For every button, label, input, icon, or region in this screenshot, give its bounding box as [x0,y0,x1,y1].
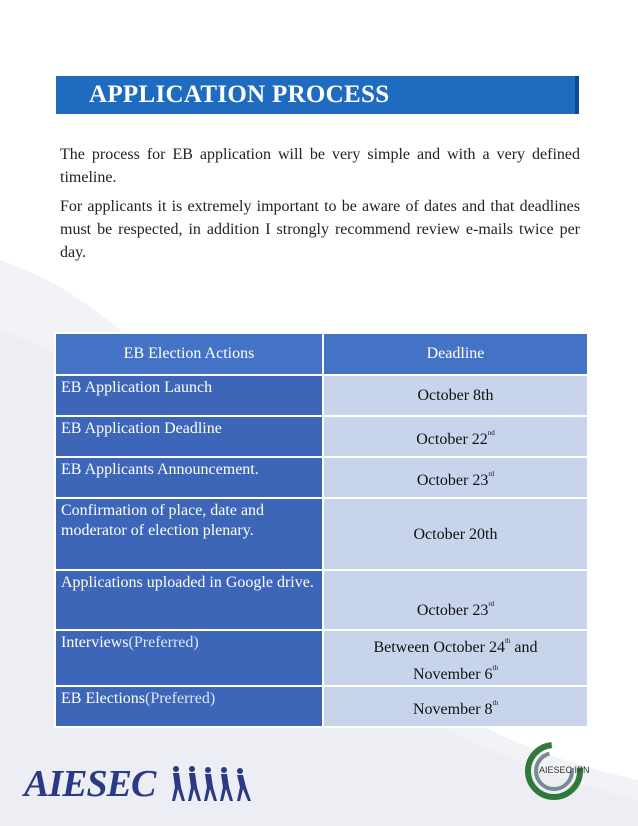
action-text: Applications uploaded in Google drive. [61,574,314,591]
deadline-cell [323,457,588,498]
deadline-cell [323,686,588,727]
ordinal-suffix: th [492,664,498,672]
action-note: (Preferred) [144,690,216,707]
action-text: Confirmation of place, date and moderator of election plenary. [61,502,265,539]
deadline-text: October 20th [413,525,498,543]
deadline-cell [323,570,588,630]
ordinal-suffix: th [492,699,498,707]
table-header-row [55,333,588,375]
action-text: EB Elections [61,690,145,707]
table-row [55,416,588,457]
table-row [55,457,588,498]
table-row [55,498,588,570]
deadline-cell [323,498,588,570]
page-title: APPLICATION PROCESS [89,81,390,108]
action-cell [55,416,323,457]
table-row [55,570,588,630]
intro-paragraph-1: The process for EB application will be very simple and with a very defined timeline. [60,146,580,186]
walking-people-icon [170,764,256,804]
header-actions: EB Election Actions [55,333,323,375]
deadline-text: November 6 [413,666,493,683]
logo-wordmark: AIESEC [24,763,156,805]
action-cell [55,686,323,727]
aiesec-ipn-badge [523,740,597,802]
action-text: EB Application Deadline [61,420,222,437]
action-cell [55,570,323,630]
action-cell [55,498,323,570]
table-row [55,375,588,416]
action-text: EB Applicants Announcement. [61,461,259,478]
deadline-cell [323,375,588,416]
action-cell [55,630,323,686]
title-bar [56,76,579,114]
deadline-text: October 22 [416,431,488,448]
deadline-text: October 8th [417,387,494,404]
action-text: EB Application Launch [61,379,213,396]
action-cell [55,375,323,416]
deadline-text: October 23 [416,472,489,489]
ordinal-suffix: rd [488,600,495,608]
table-row [55,630,588,686]
deadline-text: Between October 24 [373,639,505,656]
deadline-text-conjunction: and [510,639,538,656]
deadline-text: November 8 [413,701,493,718]
election-timeline-table [54,332,589,728]
deadline-text: October 23 [416,602,489,619]
header-deadline: Deadline [323,333,588,375]
intro-paragraph-2: For applicants it is extremely important to be aware of dates and that deadlines must be respected, in addition I strongly recommend review e-mails twice per day. [60,198,580,261]
action-note: (Preferred) [128,634,199,651]
ordinal-suffix: rd [488,470,495,478]
deadline-cell [323,416,588,457]
ordinal-suffix: nd [487,429,495,437]
ordinal-suffix: th [504,637,511,645]
intro-text [60,143,580,270]
deadline-cell [323,630,588,686]
badge-label: AIESEC IPN [539,765,590,775]
aiesec-logo [24,762,256,806]
action-cell [55,457,323,498]
action-text: Interviews [61,634,129,651]
table-row [55,686,588,727]
